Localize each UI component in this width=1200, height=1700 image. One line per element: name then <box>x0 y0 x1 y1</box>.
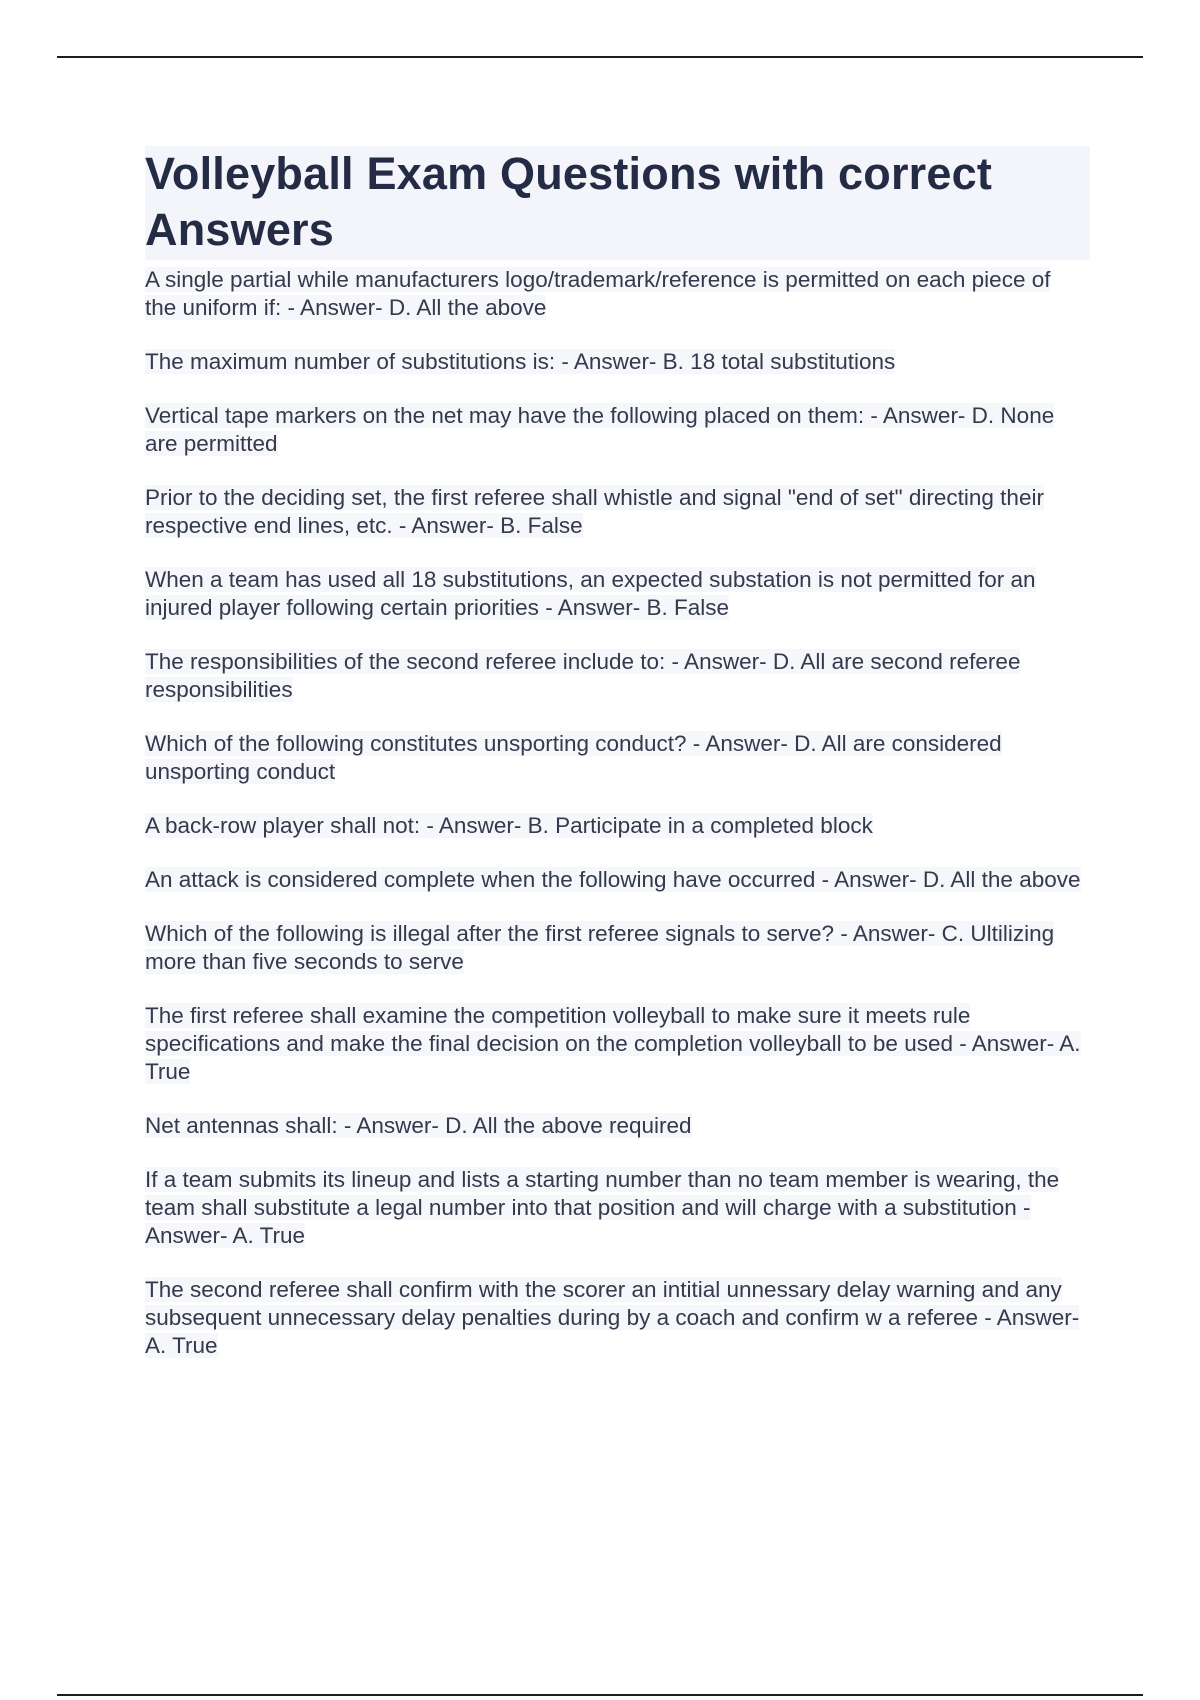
question-answer-text: A single partial while manufacturers logo/trademark/reference is permitted on each piece of the uniform if: - Answer- D. All the above <box>145 267 1051 320</box>
top-divider <box>57 56 1143 58</box>
question-answer-item <box>145 866 1090 894</box>
question-answer-item <box>145 484 1090 540</box>
question-answer-text: Net antennas shall: - Answer- D. All the above required <box>145 1113 692 1138</box>
question-answer-item <box>145 266 1090 322</box>
question-answer-item <box>145 730 1090 786</box>
question-answer-item <box>145 1002 1090 1086</box>
question-answer-text: Vertical tape markers on the net may have the following placed on them: - Answer- D. None are permitted <box>145 403 1055 456</box>
question-list <box>145 266 1090 1360</box>
question-answer-item <box>145 920 1090 976</box>
question-answer-item <box>145 1166 1090 1250</box>
document-body <box>145 146 1090 1386</box>
question-answer-text: A back-row player shall not: - Answer- B. Participate in a completed block <box>145 813 873 838</box>
question-answer-text: Which of the following is illegal after the first referee signals to serve? - Answer- C. Ultilizing more than five seconds to serve <box>145 921 1055 974</box>
question-answer-item <box>145 402 1090 458</box>
question-answer-text: The maximum number of substitutions is: - Answer- B. 18 total substitutions <box>145 349 896 374</box>
question-answer-text: If a team submits its lineup and lists a starting number than no team member is wearing, the team shall substitute a legal number into that position and will charge with a substitution - Answer- A. True <box>145 1167 1060 1248</box>
question-answer-item <box>145 812 1090 840</box>
question-answer-text: When a team has used all 18 substitutions, an expected substation is not permitted for an injured player following certain priorities - Answer- B. False <box>145 567 1036 620</box>
question-answer-text: The responsibilities of the second referee include to: - Answer- D. All are second referee responsibilities <box>145 649 1021 702</box>
question-answer-text: Prior to the deciding set, the first referee shall whistle and signal "end of set" directing their respective end lines, etc. - Answer- B. False <box>145 485 1044 538</box>
question-answer-text: An attack is considered complete when the following have occurred - Answer- D. All the above <box>145 867 1081 892</box>
question-answer-item <box>145 1112 1090 1140</box>
question-answer-item <box>145 566 1090 622</box>
question-answer-text: Which of the following constitutes unsporting conduct? - Answer- D. All are considered unsporting conduct <box>145 731 1002 784</box>
question-answer-text: The second referee shall confirm with the scorer an intitial unnessary delay warning and any subsequent unnecessary delay penalties during by a coach and confirm w a referee - Answer- A. True <box>145 1277 1080 1358</box>
question-answer-text: The first referee shall examine the competition volleyball to make sure it meets rule specifications and make the final decision on the completion volleyball to be used - Answer- A. True <box>145 1003 1081 1084</box>
bottom-divider <box>57 1694 1143 1696</box>
question-answer-item <box>145 348 1090 376</box>
question-answer-item <box>145 648 1090 704</box>
question-answer-item <box>145 1276 1090 1360</box>
document-title: Volleyball Exam Questions with correct Answers <box>145 146 1090 260</box>
